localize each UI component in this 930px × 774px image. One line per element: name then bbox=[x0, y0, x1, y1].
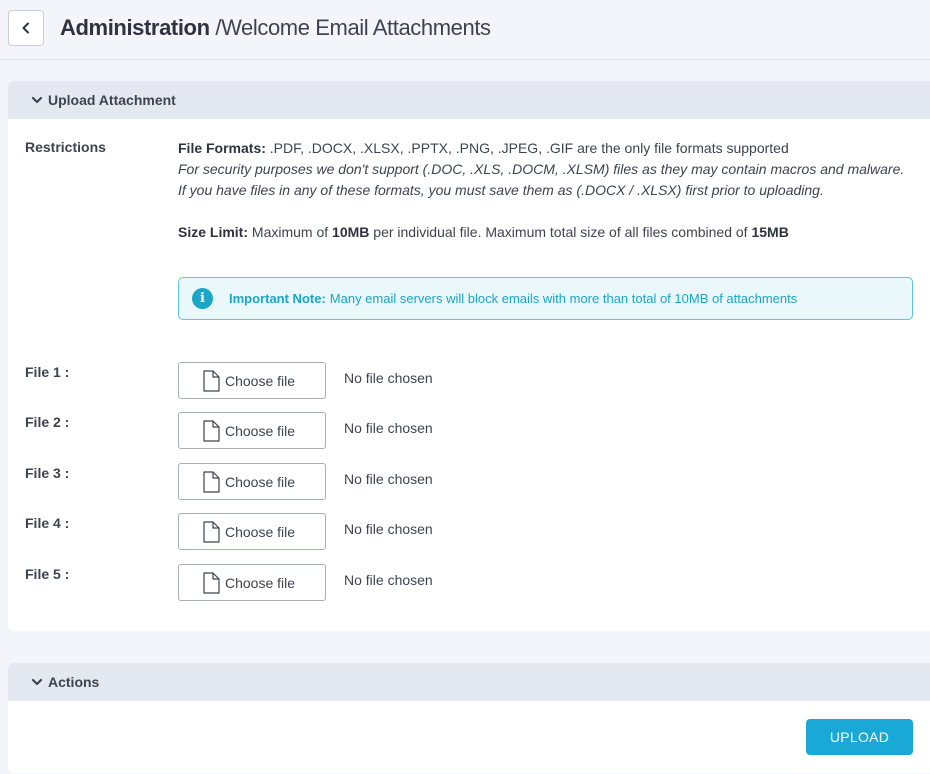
breadcrumb-section[interactable]: Administration bbox=[60, 15, 210, 40]
file-label: File 1 : bbox=[25, 364, 70, 380]
upload-attachment-title: Upload Attachment bbox=[48, 92, 176, 108]
size-text: per individual file. Maximum total size of all files combined of bbox=[369, 224, 752, 240]
choose-file-label: Choose file bbox=[225, 523, 296, 540]
file-icon bbox=[202, 370, 220, 392]
breadcrumb-page: Welcome Email Attachments bbox=[221, 15, 491, 40]
formats-label: File Formats: bbox=[178, 140, 266, 156]
file-icon bbox=[202, 572, 220, 594]
file-icon bbox=[202, 471, 220, 493]
choose-file-button[interactable] bbox=[178, 513, 326, 550]
important-note-label: Important Note: bbox=[229, 291, 326, 306]
upload-attachment-header[interactable] bbox=[8, 81, 930, 119]
file-status: No file chosen bbox=[344, 471, 433, 487]
page-header bbox=[0, 0, 930, 60]
important-note bbox=[178, 277, 913, 320]
file-row bbox=[8, 412, 930, 450]
choose-file-label: Choose file bbox=[225, 422, 296, 439]
size-value: 10MB bbox=[332, 224, 370, 240]
chevron-down-icon bbox=[30, 675, 44, 689]
security-note: For security purposes we don't support (.DOC, .XLS, .DOCM, .XLSM) files as they may contain macros and malware. bbox=[178, 161, 905, 177]
upload-attachment-panel bbox=[8, 81, 930, 631]
page-title bbox=[60, 14, 491, 42]
upload-button[interactable]: UPLOAD bbox=[806, 719, 913, 755]
restrictions-text bbox=[178, 138, 923, 243]
convert-note: If you have files in any of these formats, you must save them as (.DOCX / .XLSX) first prior to uploading. bbox=[178, 182, 824, 198]
important-note-text: Many email servers will block emails with more than total of 10MB of attachments bbox=[329, 291, 798, 306]
file-label: File 2 : bbox=[25, 414, 70, 430]
file-label: File 5 : bbox=[25, 566, 70, 582]
file-label: File 4 : bbox=[25, 515, 70, 531]
file-status: No file chosen bbox=[344, 420, 433, 436]
choose-file-button[interactable] bbox=[178, 362, 326, 399]
file-row bbox=[8, 362, 930, 400]
size-limit-line bbox=[178, 222, 923, 243]
file-status: No file chosen bbox=[344, 572, 433, 588]
actions-title: Actions bbox=[48, 674, 100, 690]
formats-text: .PDF, .DOCX, .XLSX, .PPTX, .PNG, .JPEG, .GIF are the only file formats supported bbox=[265, 140, 789, 156]
file-icon bbox=[202, 521, 220, 543]
formats-line bbox=[178, 138, 923, 159]
restrictions-label: Restrictions bbox=[25, 139, 106, 155]
actions-header[interactable] bbox=[8, 663, 930, 701]
back-button[interactable] bbox=[8, 10, 44, 46]
size-limit-label: Size Limit: bbox=[178, 224, 249, 240]
file-row bbox=[8, 463, 930, 501]
info-icon: i bbox=[192, 288, 213, 309]
choose-file-button[interactable] bbox=[178, 412, 326, 449]
choose-file-button[interactable] bbox=[178, 463, 326, 500]
chevron-down-icon bbox=[30, 93, 44, 107]
file-status: No file chosen bbox=[344, 370, 433, 386]
file-status: No file chosen bbox=[344, 521, 433, 537]
size-text: Maximum of bbox=[248, 224, 333, 240]
file-row bbox=[8, 513, 930, 551]
actions-panel bbox=[8, 663, 930, 773]
breadcrumb-separator: / bbox=[215, 15, 222, 40]
file-row bbox=[8, 564, 930, 602]
file-icon bbox=[202, 420, 220, 442]
choose-file-label: Choose file bbox=[225, 574, 296, 591]
choose-file-label: Choose file bbox=[225, 473, 296, 490]
size-value: 15MB bbox=[751, 224, 789, 240]
file-label: File 3 : bbox=[25, 465, 70, 481]
choose-file-button[interactable] bbox=[178, 564, 326, 601]
chevron-left-icon bbox=[20, 22, 32, 34]
choose-file-label: Choose file bbox=[225, 372, 296, 389]
